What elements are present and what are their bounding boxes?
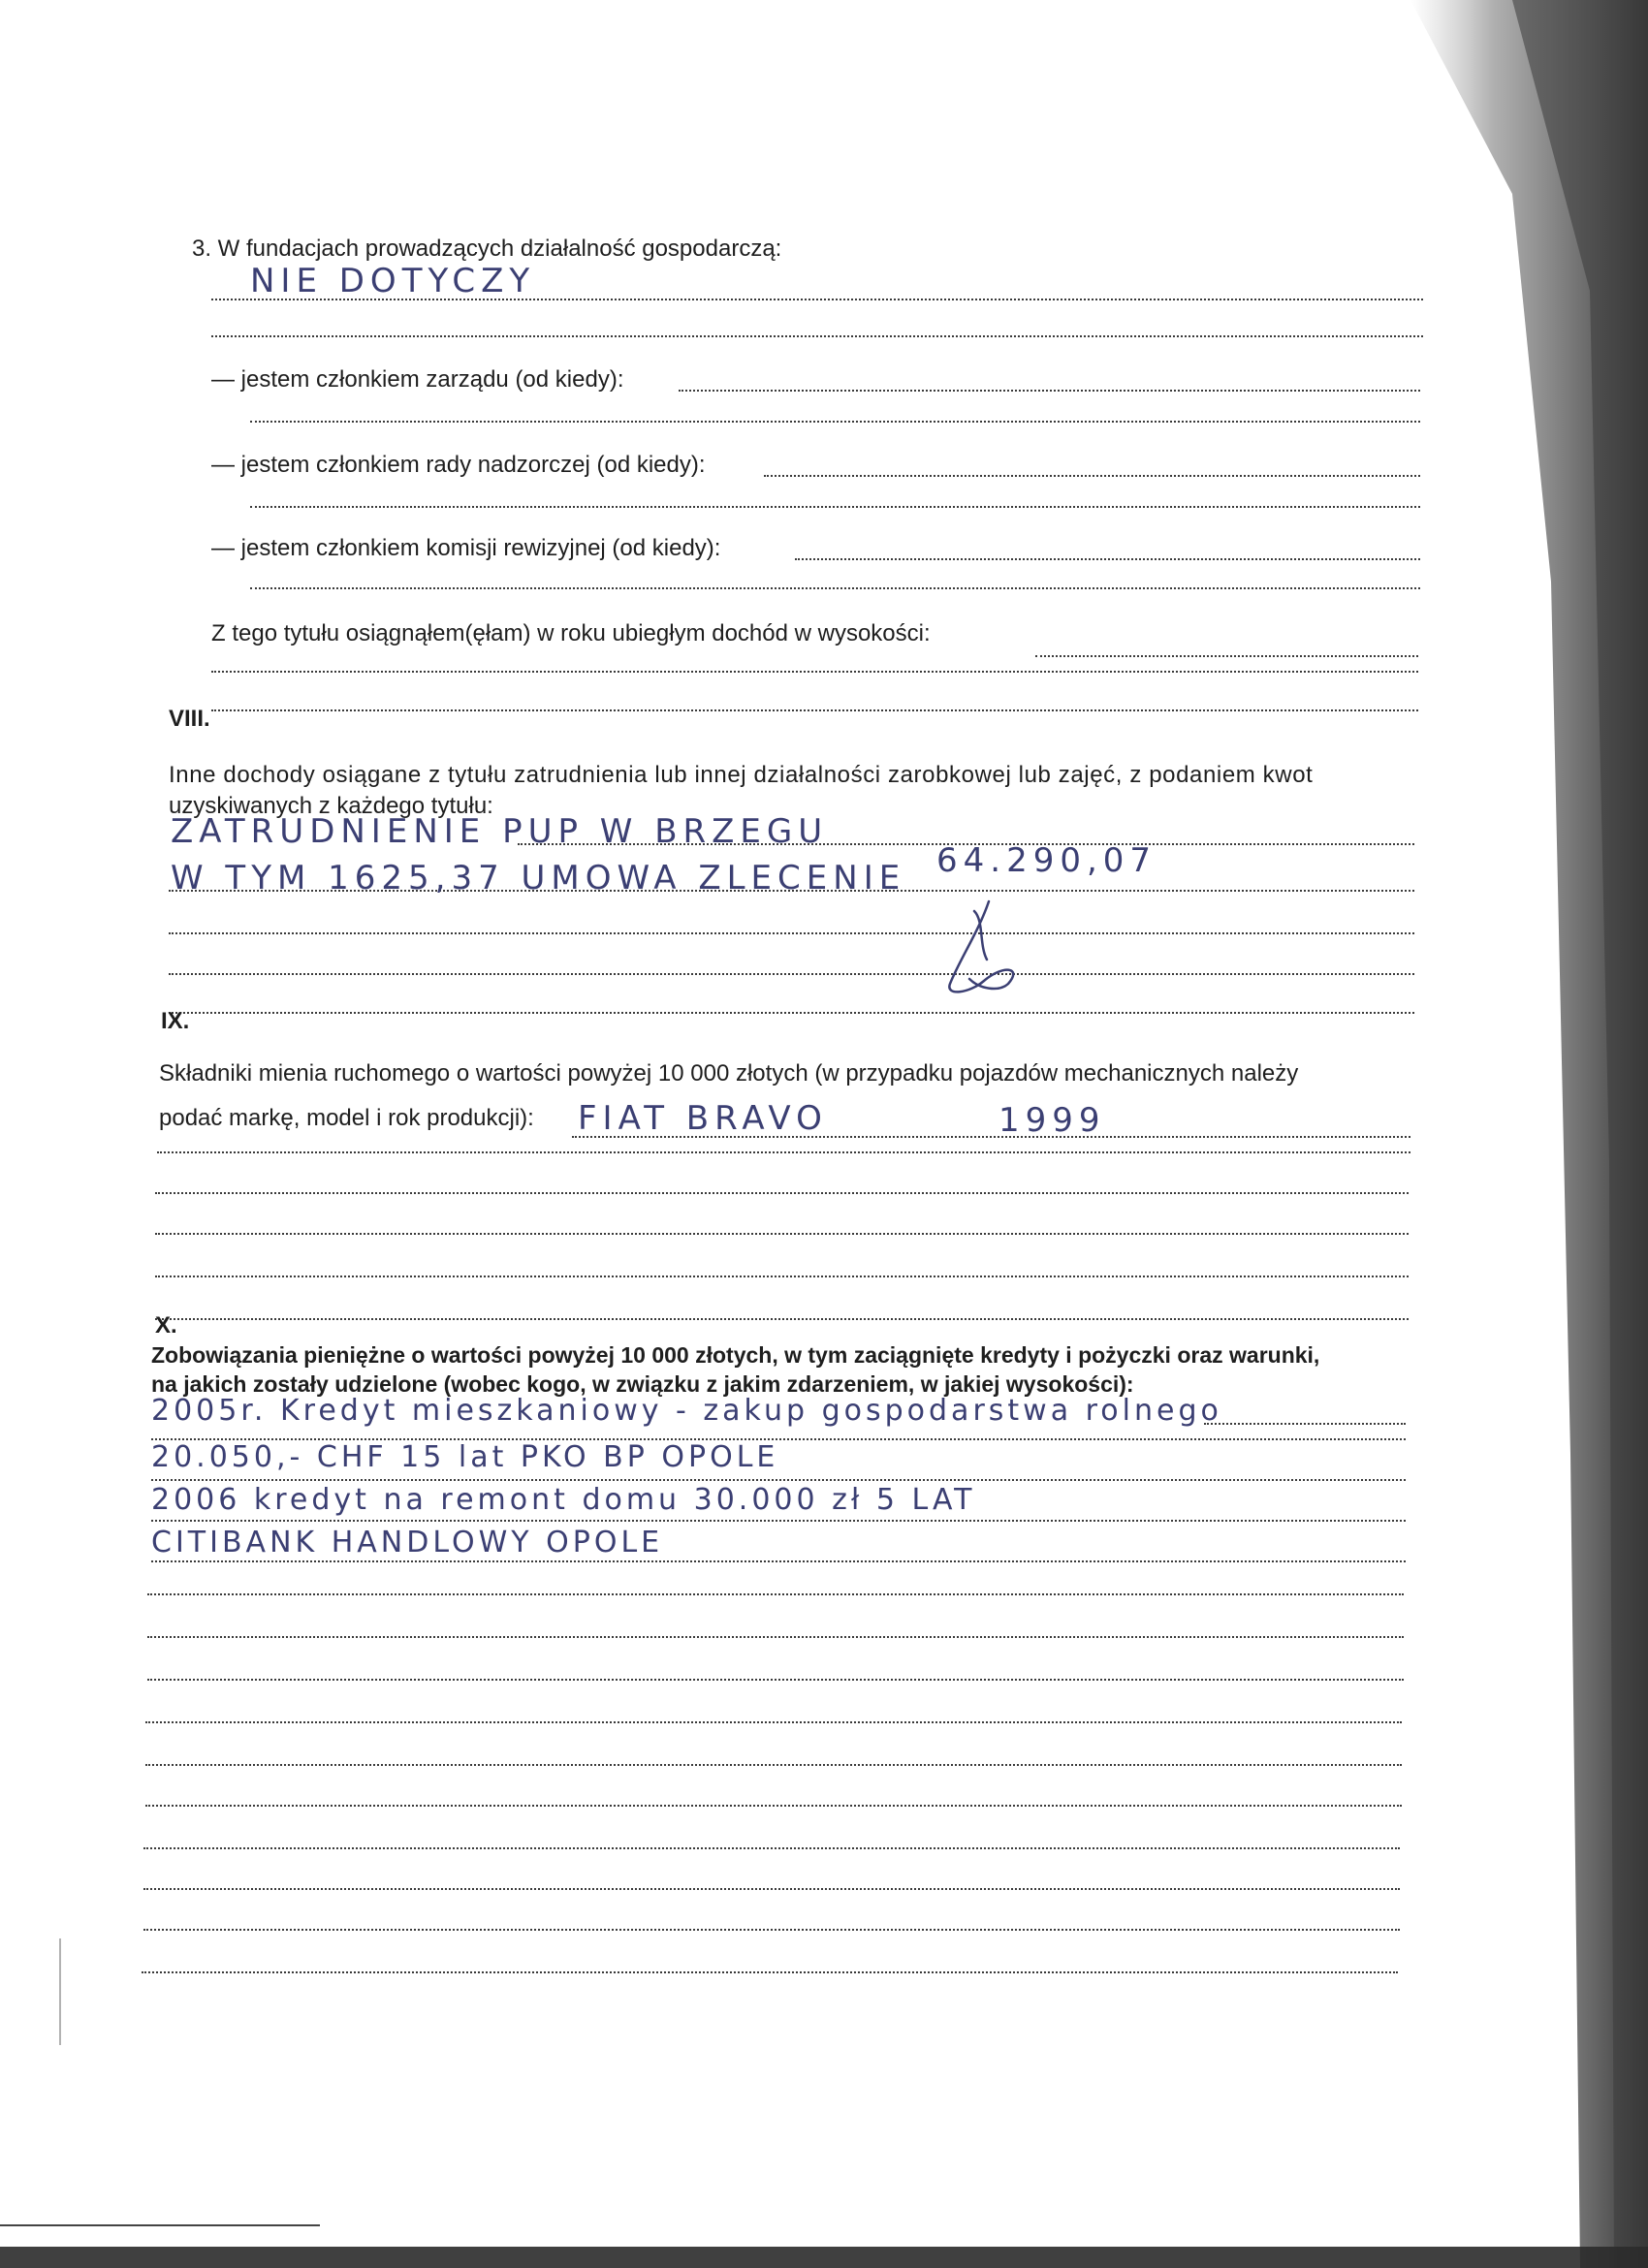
label-rada: — jestem członkiem rady nadzorczej (od kiedy): bbox=[211, 452, 706, 478]
dotted-line bbox=[169, 973, 1414, 975]
dotted-line bbox=[1204, 1423, 1406, 1425]
dotted-line bbox=[795, 558, 1420, 560]
section-10-text-2: na jakich zostały udzielone (wobec kogo, w związku z jakim zdarzeniem, w jakiej wysokości): bbox=[151, 1371, 1134, 1397]
section-3-heading: 3. W fundacjach prowadzących działalność gospodarczą: bbox=[192, 236, 782, 262]
dotted-line bbox=[151, 1560, 1406, 1562]
handwritten-vehicle: FIAT BRAVO bbox=[578, 1099, 828, 1138]
handwritten-liability-1: 2005r. Kredyt mieszkaniowy - zakup gospodarstwa rolnego bbox=[151, 1394, 1222, 1428]
dotted-line bbox=[145, 1764, 1402, 1766]
handwritten-liability-3: 2006 kredyt na remont domu 30.000 zł 5 LAT bbox=[151, 1483, 976, 1517]
handwritten-income-1-amount: 64.290,07 bbox=[936, 841, 1157, 880]
handwritten-liability-4: CITIBANK HANDLOWY OPOLE bbox=[151, 1526, 664, 1559]
section-10-number: X. bbox=[155, 1312, 177, 1339]
dotted-line bbox=[155, 1192, 1409, 1194]
label-komisja: — jestem członkiem komisji rewizyjnej (od kiedy): bbox=[211, 535, 721, 561]
dotted-line bbox=[211, 671, 1418, 673]
dotted-line bbox=[155, 1276, 1409, 1277]
label-dochod: Z tego tytułu osiągnąłem(ęłam) w roku ubiegłym dochód w wysokości: bbox=[211, 620, 931, 646]
signature-mark bbox=[931, 892, 1037, 998]
section-10-text-1: Zobowiązania pieniężne o wartości powyżej 10 000 złotych, w tym zaciągnięte kredyty i pożyczki oraz warunki, bbox=[151, 1342, 1320, 1368]
section-9-number: IX. bbox=[161, 1008, 190, 1034]
section-8-text-1: Inne dochody osiągane z tytułu zatrudnienia lub innej działalności zarobkowej lub zajęć, z podaniem kwot bbox=[169, 762, 1314, 788]
dotted-line bbox=[155, 1233, 1409, 1235]
dotted-line bbox=[147, 1636, 1404, 1638]
section-9-text-1: Składniki mienia ruchomego o wartości powyżej 10 000 złotych (w przypadku pojazdów mechanicznych należy bbox=[159, 1060, 1299, 1087]
dotted-line bbox=[145, 1805, 1402, 1807]
dotted-line bbox=[143, 1929, 1400, 1931]
dotted-line bbox=[145, 1721, 1402, 1723]
section-9-text-2: podać markę, model i rok produkcji): bbox=[159, 1105, 534, 1131]
handwritten-liability-2: 20.050,- CHF 15 lat PKO BP OPOLE bbox=[151, 1440, 779, 1474]
dotted-line bbox=[142, 1971, 1398, 1973]
dotted-line bbox=[211, 709, 1418, 711]
label-zarzad: — jestem członkiem zarządu (od kiedy): bbox=[211, 366, 624, 393]
dotted-line bbox=[1035, 655, 1418, 657]
dotted-line bbox=[143, 1847, 1400, 1849]
section-8-text-2: uzyskiwanych z każdego tytułu: bbox=[169, 793, 493, 819]
handwritten-income-1: ZATRUDNIENIE PUP W BRZEGU bbox=[171, 812, 829, 851]
dotted-line bbox=[157, 1151, 1410, 1153]
dotted-line bbox=[250, 421, 1420, 423]
dotted-line bbox=[155, 1318, 1409, 1320]
handwritten-answer: NIE DOTYCZY bbox=[250, 262, 536, 300]
dotted-line bbox=[147, 1593, 1404, 1595]
dotted-line bbox=[764, 475, 1420, 477]
handwritten-vehicle-year: 1999 bbox=[998, 1101, 1106, 1140]
dotted-line bbox=[143, 1888, 1400, 1890]
dotted-line bbox=[147, 1679, 1404, 1681]
dotted-line bbox=[250, 506, 1420, 508]
dotted-line bbox=[169, 932, 1414, 934]
dotted-line bbox=[250, 587, 1420, 589]
dotted-line bbox=[211, 335, 1423, 337]
dotted-line bbox=[151, 1520, 1406, 1522]
section-8-number: VIII. bbox=[169, 706, 210, 732]
handwritten-income-2: W TYM 1625,37 UMOWA ZLECENIE bbox=[171, 859, 906, 898]
dotted-line bbox=[169, 1012, 1414, 1014]
dotted-line bbox=[679, 390, 1420, 392]
